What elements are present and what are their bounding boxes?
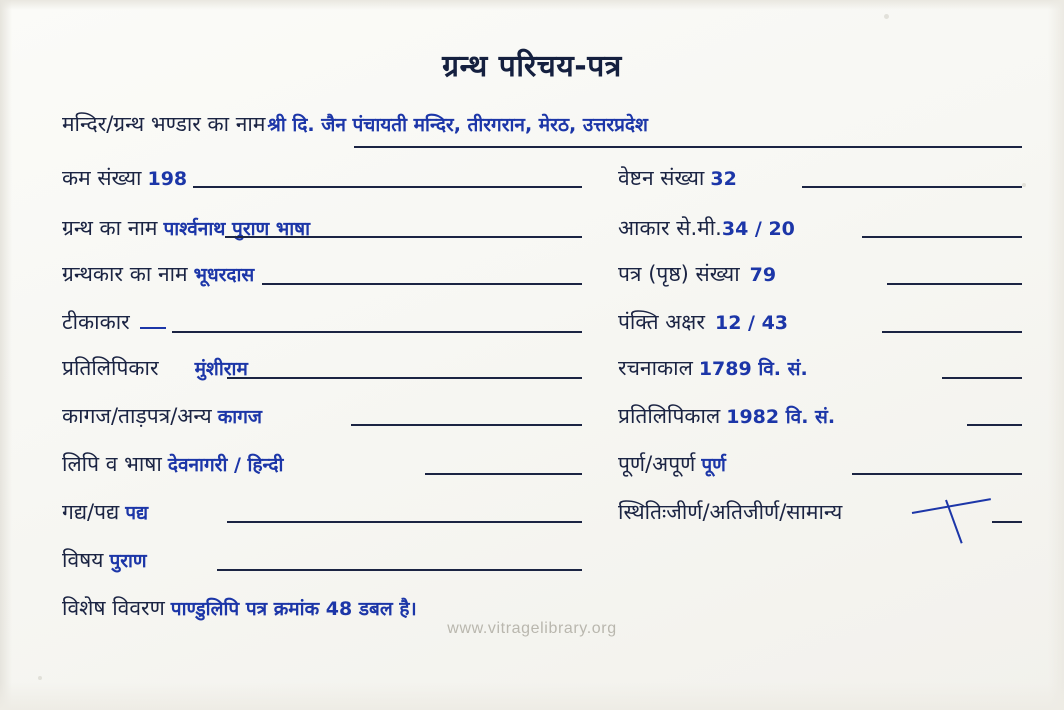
field-label-serial-number: कम संख्या [62,166,142,190]
field-value-copy-date: 1982 वि. सं. [726,406,836,428]
field-value-author-name: भूधरदास [193,264,255,286]
field-rule-completeness [852,473,1022,475]
field-rule-composition-date [942,377,1022,379]
field-rule-condition [992,521,1022,523]
field-value-serial-number: 198 [147,168,188,190]
field-value-prose-verse: पद्य [125,502,149,524]
field-row-lines-letters [618,308,788,336]
field-rule-script-language [425,473,582,475]
field-value-material: कागज [217,406,263,428]
field-rule-subject [217,569,582,571]
field-rule-lines-letters [882,331,1022,333]
field-row-script-language [62,450,283,478]
field-label-prose-verse: गद्य/पद्य [62,500,120,524]
field-rule-copy-date [967,424,1022,426]
field-row-serial-number [62,164,187,192]
field-value-lines-letters: 12 / 43 [714,312,789,334]
form-body [62,104,1022,644]
field-label-remarks: विशेष विवरण [62,596,165,620]
page-edge-left [0,0,12,710]
field-row-author-name [62,260,254,288]
paper-speck [884,14,889,19]
field-row-composition-date [618,354,808,382]
field-label-completeness: पूर्ण/अपूर्ण [618,452,696,476]
field-row-size [618,214,795,242]
field-value-commentator-dash [140,327,166,329]
field-label-wrapper-number: वेष्टन संख्या [618,166,705,190]
field-row-condition [618,498,842,526]
paper-speck [1022,183,1026,187]
field-label-folio-count: पत्र (पृष्ठ) संख्या [618,262,740,286]
field-value-composition-date: 1789 वि. सं. [698,358,808,380]
field-label-condition: स्थितिःजीर्ण/अतिजीर्ण/सामान्य [618,500,843,524]
field-value-subject: पुराण [109,550,147,572]
field-label-book-name: ग्रन्थ का नाम [62,216,158,240]
field-label-size: आकार से.मी. [618,216,722,240]
field-row-scribe [62,354,248,382]
field-label-composition-date: रचनाकाल [618,356,693,380]
field-rule-commentator [172,331,582,333]
field-row-material [62,402,262,430]
field-rule-book-name [225,236,582,238]
paper-speck [38,676,42,680]
field-row-subject [62,546,147,574]
field-value-wrapper-number: 32 [710,168,737,190]
field-label-scribe: प्रतिलिपिकार [62,356,159,380]
field-label-subject: विषय [62,548,104,572]
field-label-library-name: मन्दिर/ग्रन्थ भण्डार का नाम [62,112,266,136]
field-row-library-name [62,110,648,138]
field-rule-author-name [262,283,582,285]
field-rule-material [351,424,582,426]
field-value-completeness: पूर्ण [701,454,726,476]
field-row-commentator [62,308,166,336]
field-rule-scribe [227,377,582,379]
field-label-commentator: टीकाकार [62,310,130,334]
field-rule-serial-number [193,186,582,188]
page-edge-right [1048,0,1064,710]
field-row-folio-count [618,260,776,288]
field-label-material: कागज/ताड़पत्र/अन्य [62,404,212,428]
field-row-remarks [62,594,417,622]
field-label-script-language: लिपि व भाषा [62,452,162,476]
watermark-text: www.vitragelibrary.org [447,620,617,637]
field-value-library-name: श्री दि. जैन पंचायती मन्दिर, तीरगरान, मेरठ, उत्तरप्रदेश [267,114,648,136]
page-edge-bottom [0,682,1064,710]
field-value-remarks: पाण्डुलिपि पत्र क्रमांक 48 डबल है। [170,598,417,620]
field-value-folio-count: 79 [749,264,777,286]
field-row-copy-date [618,402,835,430]
field-value-size: 34 / 20 [721,218,795,240]
field-label-lines-letters: पंक्ति अक्षर [618,310,705,334]
page-title: ग्रन्थ परिचय-पत्र [442,49,622,84]
field-row-prose-verse [62,498,148,526]
field-rule-folio-count [887,283,1022,285]
field-rule-prose-verse [227,521,582,523]
field-row-completeness [618,450,726,478]
field-rule-wrapper-number [802,186,1022,188]
field-row-wrapper-number [618,164,737,192]
field-label-copy-date: प्रतिलिपिकाल [618,404,721,428]
field-value-scribe: मुंशीराम [194,358,248,380]
page-edge-top [0,0,1064,10]
field-rule-size [862,236,1022,238]
field-rule-library-name [354,146,1022,148]
field-value-script-language: देवनागरी / हिन्दी [167,454,284,476]
field-label-author-name: ग्रन्थकार का नाम [62,262,188,286]
field-value-book-name: पार्श्वनाथ पुराण भाषा [163,218,311,240]
